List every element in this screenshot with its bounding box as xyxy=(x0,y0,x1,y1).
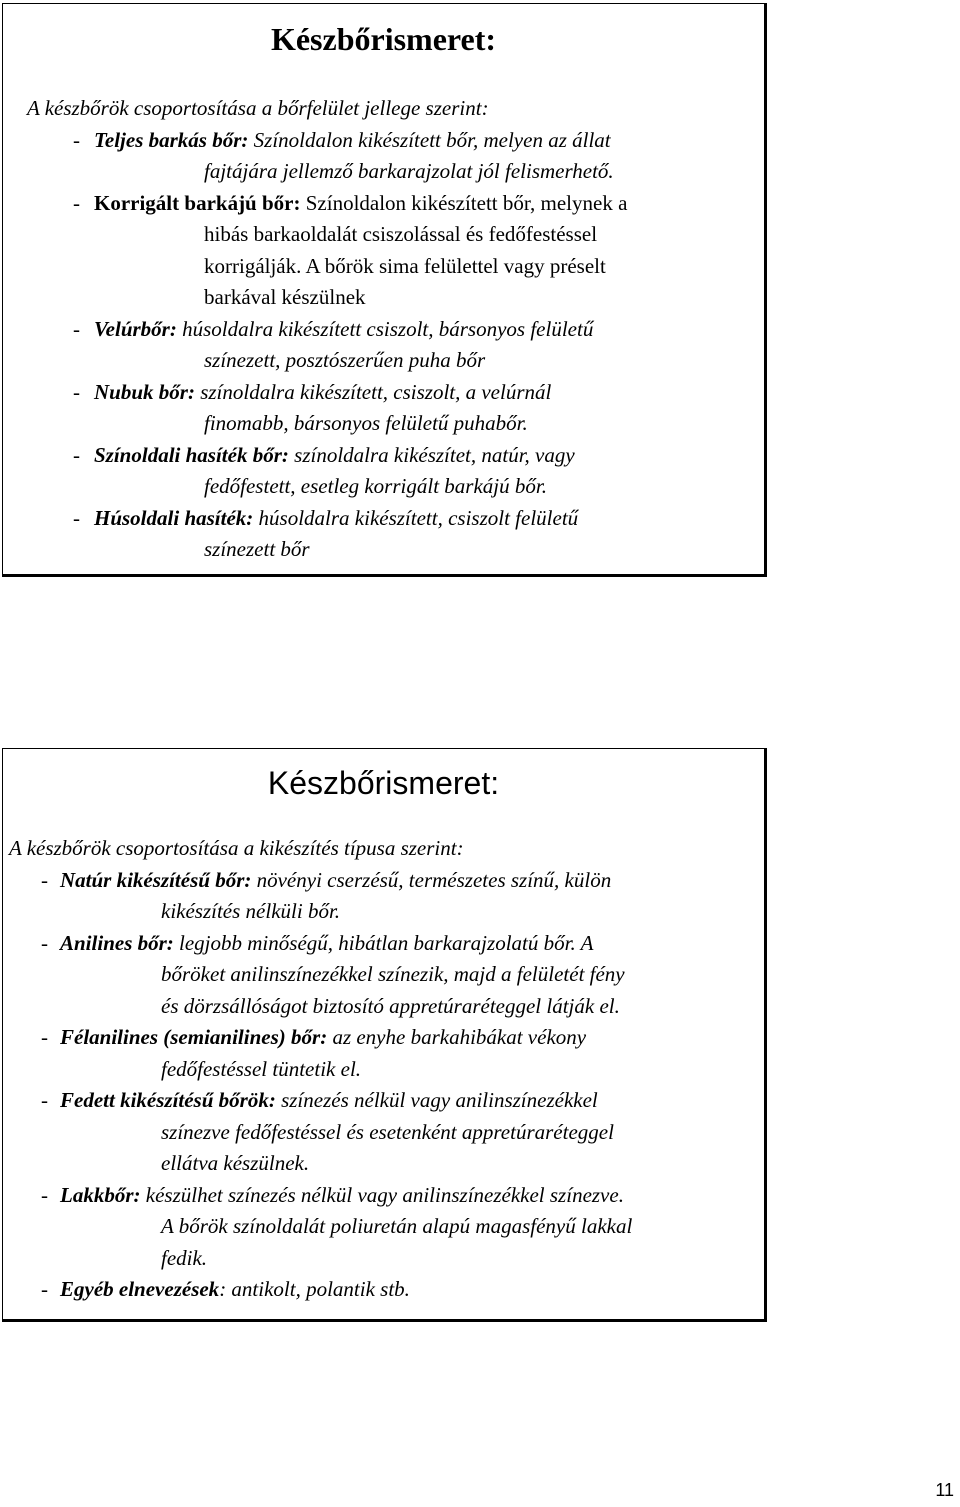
slide-title: Készbőrismeret: xyxy=(267,765,500,801)
item-term: Lakkbőr: xyxy=(60,1182,141,1207)
item-term: Natúr kikészítésű bőr: xyxy=(60,867,252,892)
item-list xyxy=(3,125,764,566)
item-first-line xyxy=(94,503,764,535)
list-item xyxy=(3,377,764,440)
list-item xyxy=(3,440,764,503)
item-first-line xyxy=(60,1274,764,1306)
item-continuation-line: A bőrök színoldalát poliuretán alapú magasfényű lakkal xyxy=(161,1214,633,1238)
item-description: húsoldalra kikészített, csiszolt felületű xyxy=(253,505,579,530)
dash-marker: - xyxy=(73,442,80,467)
list-item xyxy=(3,503,764,566)
item-description: Színoldalon kikészített bőr, melynek a xyxy=(300,190,628,215)
slide-content xyxy=(3,93,764,566)
item-description: színezés nélkül vagy anilinszínezékkel xyxy=(275,1088,598,1112)
item-continuation-line: és dörzsállóságot biztosító appretúraréteggel látják el. xyxy=(161,993,620,1018)
item-first-line xyxy=(60,1180,764,1212)
item-first-line xyxy=(60,865,764,897)
item-description: húsoldalra kikészített csiszolt, bársonyos felületű xyxy=(176,316,594,341)
item-term: Korrigált barkájú bőr: xyxy=(94,190,301,215)
item-description: készülhet színezés nélkül vagy anilinszínezékkel színezve. xyxy=(140,1182,624,1207)
item-continuation-line: fedik. xyxy=(161,1245,208,1270)
item-description: színoldalra kikészített, csiszolt, a velúrnál xyxy=(194,379,552,404)
item-description: legjobb minőségű, hibátlan barkarajzolatú bőr. A xyxy=(173,930,594,955)
list-item xyxy=(3,125,764,188)
list-item xyxy=(3,314,764,377)
item-term: Velúrbőr: xyxy=(94,316,177,341)
section-heading: A készbőrök csoportosítása a bőrfelület jellege szerint: xyxy=(27,96,489,120)
list-item xyxy=(3,1274,764,1306)
item-first-line xyxy=(94,440,764,472)
item-continuation-line: bőröket anilinszínezékkel színezik, majd a felületét fény xyxy=(161,962,625,986)
dash-marker: - xyxy=(73,127,80,152)
item-description: Színoldalon kikészített bőr, melyen az állat xyxy=(248,127,611,152)
list-item xyxy=(3,865,764,928)
list-item xyxy=(3,1180,764,1275)
dash-marker: - xyxy=(41,1025,48,1049)
item-list xyxy=(3,865,764,1306)
slide-1 xyxy=(2,3,767,577)
item-term: Teljes barkás bőr: xyxy=(94,127,249,152)
dash-marker: - xyxy=(41,930,48,955)
dash-marker: - xyxy=(41,867,48,892)
item-continuation-line: finomabb, bársonyos felületű puhabőr. xyxy=(204,411,528,435)
item-continuation-line: fajtájára jellemző barkarajzolat jól felismerhető. xyxy=(204,159,614,183)
slide-content xyxy=(3,833,764,1306)
item-first-line xyxy=(60,1022,764,1054)
item-continuation-line: színezett bőr xyxy=(204,537,310,561)
item-first-line xyxy=(60,928,764,960)
item-description: színoldalra kikészítet, natúr, vagy xyxy=(288,442,575,467)
item-continuation-line: fedőfestéssel tüntetik el. xyxy=(161,1056,362,1081)
item-term: Színoldali hasíték bőr: xyxy=(94,442,289,467)
slide-title: Készbőrismeret: xyxy=(270,21,497,57)
dash-marker: - xyxy=(41,1182,48,1207)
dash-marker: - xyxy=(41,1088,48,1112)
item-continuation-line: hibás barkaoldalát csiszolással és fedőfestéssel xyxy=(204,222,598,246)
dash-marker: - xyxy=(73,190,80,215)
item-continuation-line: ellátva készülnek. xyxy=(161,1151,310,1175)
page-number: 11 xyxy=(935,1480,954,1500)
item-term: Fedett kikészítésű bőrök: xyxy=(60,1088,276,1112)
dash-marker: - xyxy=(73,379,80,404)
item-term: Nubuk bőr: xyxy=(94,379,195,404)
dash-marker: - xyxy=(41,1277,48,1301)
item-term: Félanilines (semianilines) bőr: xyxy=(60,1025,328,1049)
list-item xyxy=(3,928,764,1023)
item-continuation-line: színezett, posztószerűen puha bőr xyxy=(204,348,486,372)
list-item xyxy=(3,1085,764,1180)
item-first-line xyxy=(94,314,764,346)
item-first-line xyxy=(94,377,764,409)
item-continuation-line: korrigálják. A bőrök sima felülettel vagy préselt xyxy=(204,253,606,278)
item-first-line xyxy=(60,1085,764,1117)
item-description: az enyhe barkahibákat vékony xyxy=(327,1025,587,1049)
item-first-line xyxy=(94,125,764,157)
dash-marker: - xyxy=(73,316,80,341)
item-continuation-line: kikészítés nélküli bőr. xyxy=(161,899,341,923)
section-heading: A készbőrök csoportosítása a kikészítés típusa szerint: xyxy=(9,836,464,860)
item-continuation-line: barkával készülnek xyxy=(204,285,366,309)
item-term: Húsoldali hasíték: xyxy=(94,505,254,530)
list-item xyxy=(3,1022,764,1085)
item-term: Anilines bőr: xyxy=(60,930,174,955)
item-first-line xyxy=(94,188,764,220)
list-item xyxy=(3,188,764,314)
item-continuation-line: színezve fedőfestéssel és esetenként appretúraréteggel xyxy=(161,1119,614,1144)
item-term: Egyéb elnevezések xyxy=(60,1277,220,1301)
item-description: : antikolt, polantik stb. xyxy=(219,1277,410,1301)
item-description: növényi cserzésű, természetes színű, külön xyxy=(251,867,612,892)
dash-marker: - xyxy=(73,505,80,530)
item-continuation-line: fedőfestett, esetleg korrigált barkájú bőr. xyxy=(204,474,547,498)
slide-2 xyxy=(2,748,767,1322)
